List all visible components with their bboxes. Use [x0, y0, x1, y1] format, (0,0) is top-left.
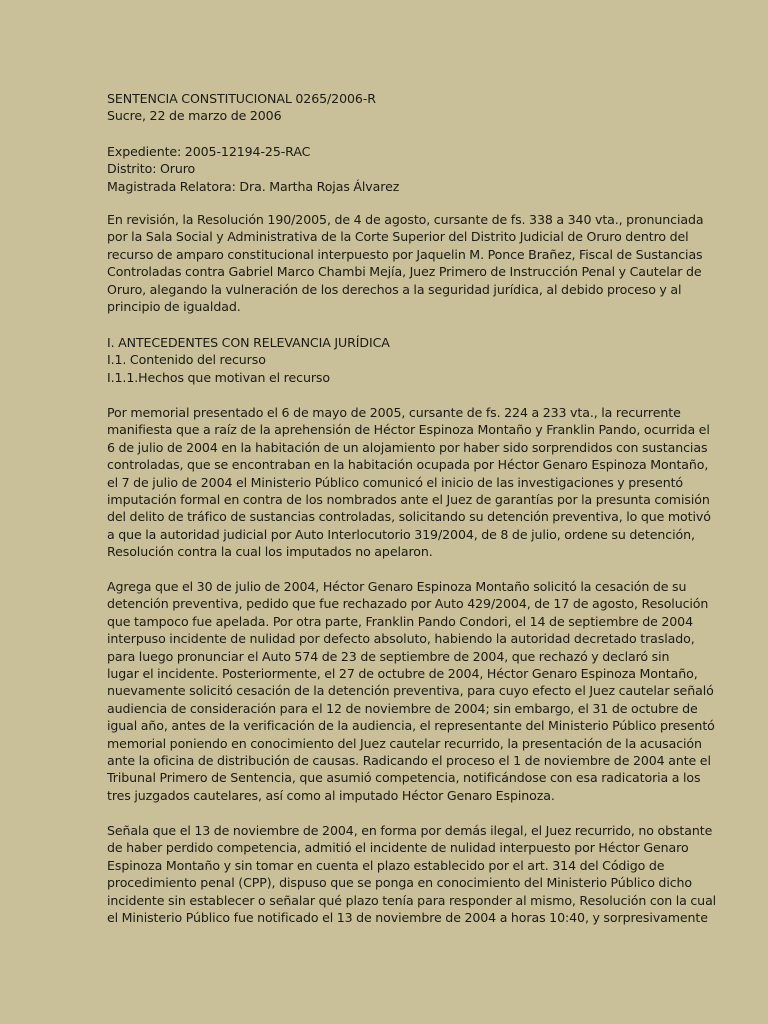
case-distrito: Distrito: Oruro [107, 161, 196, 177]
paragraph-line: imputación formal en contra de los nombrados ante el Juez de garantías por la presunta comisión [107, 492, 710, 508]
intro-line: por la Sala Social y Administrativa de la Corte Superior del Distrito Judicial de Oruro dentro del [107, 229, 689, 245]
document-date: Sucre, 22 de marzo de 2006 [107, 108, 282, 124]
paragraph-line: Resolución contra la cual los imputados no apelaron. [107, 544, 433, 560]
paragraph-line: tres juzgados cautelares, así como al imputado Héctor Genaro Espinoza. [107, 787, 555, 803]
paragraph-3 [107, 822, 717, 926]
paragraph-line: ante la oficina de distribución de causas. Radicando el proceso el 1 de noviembre de 2004 ante el [107, 753, 711, 769]
intro-line: recurso de amparo constitucional interpuesto por Jaquelin M. Ponce Brañez, Fiscal de Sustancias [107, 246, 703, 262]
paragraph-line: Espinoza Montaño y sin tomar en cuenta el plazo establecido por el art. 314 del Código de [107, 857, 665, 873]
paragraph-line: para luego pronunciar el Auto 574 de 23 de septiembre de 2004, que rechazó y declaró sin [107, 648, 670, 664]
subsection-heading: I.1. Contenido del recurso [107, 352, 266, 368]
case-expediente: Expediente: 2005-12194-25-RAC [107, 144, 311, 159]
subsubsection-heading: I.1.1.Hechos que motivan el recurso [107, 369, 330, 385]
paragraph-line: incidente sin establecer o señalar qué plazo tenía para responder al mismo, Resolución con la cual [107, 892, 717, 908]
paragraph-line: procedimiento penal (CPP), dispuso que se ponga en conocimiento del Ministerio Público dicho [107, 875, 693, 891]
paragraph-2 [107, 578, 715, 804]
intro-line: Controladas contra Gabriel Marco Chambi Mejía, Juez Primero de Instrucción Penal y Cautelar de [107, 264, 702, 280]
paragraph-line: que tampoco fue apelada. Por otra parte, Franklin Pando Condori, el 14 de septiembre de 2004 [107, 613, 693, 629]
paragraph-line: a que la autoridad judicial por Auto Interlocutorio 319/2004, de 8 de julio, ordene su detención, [107, 526, 695, 542]
paragraph-line: de haber perdido competencia, admitió el incidente de nulidad interpuesto por Héctor Genaro [107, 840, 689, 856]
paragraph-line: 6 de julio de 2004 en la habitación de un alojamiento por haber sido sorprendidos con sustancias [107, 439, 708, 455]
paragraph-line: controladas, que se encontraban en la habitación ocupada por Héctor Genaro Espinoza Montaño, [107, 457, 709, 473]
case-metadata [107, 143, 660, 195]
paragraph-line: interpuso incidente de nulidad por defecto absoluto, habiendo la autoridad decretado traslado, [107, 631, 695, 647]
paragraph-line: Por memorial presentado el 6 de mayo de 2005, cursante de fs. 224 a 233 vta., la recurrente [107, 405, 681, 420]
intro-line: principio de igualdad. [107, 299, 241, 315]
paragraph-line: el Ministerio Público fue notificado el 13 de noviembre de 2004 a horas 10:40, y sorpresivamente [107, 910, 708, 926]
document-title: SENTENCIA CONSTITUCIONAL 0265/2006-R [107, 91, 376, 106]
paragraph-line: audiencia de consideración para el 12 de noviembre de 2004; sin embargo, el 31 de octubre de [107, 700, 698, 716]
paragraph-line: Tribunal Primero de Sentencia, que asumió competencia, notificándose con esa radicatoria a los [107, 770, 701, 786]
section-headings [107, 334, 660, 386]
paragraph-line: Señala que el 13 de noviembre de 2004, en forma por demás ilegal, el Juez recurrido, no obstante [107, 823, 713, 838]
intro-line: Oruro, alegando la vulneración de los derechos a la seguridad jurídica, al debido proceso y al [107, 281, 682, 297]
paragraph-line: manifiesta que a raíz de la aprehensión de Héctor Espinoza Montaño y Franklin Pando, ocurrida el [107, 422, 710, 438]
paragraph-line: detención preventiva, pedido que fue rechazado por Auto 429/2004, de 17 de agosto, Resolución [107, 596, 709, 612]
intro-line: En revisión, la Resolución 190/2005, de 4 de agosto, cursante de fs. 338 a 340 vta., pronunciada [107, 212, 704, 227]
paragraph-line: memorial poniendo en conocimiento del Juez cautelar recurrido, la presentación de la acusación [107, 735, 702, 751]
case-magistrada: Magistrada Relatora: Dra. Martha Rojas Álvarez [107, 178, 400, 194]
document-header [107, 90, 660, 125]
paragraph-line: Agrega que el 30 de julio de 2004, Héctor Genaro Espinoza Montaño solicitó la cesación de su [107, 579, 687, 594]
intro-paragraph [107, 211, 704, 315]
paragraph-line: lugar el incidente. Posteriormente, el 27 de octubre de 2004, Héctor Genaro Espinoza Montaño, [107, 666, 698, 682]
paragraph-1 [107, 404, 711, 561]
paragraph-line: del delito de tráfico de sustancias controladas, solicitando su detención preventiva, lo que motivó [107, 509, 711, 525]
section-heading: I. ANTECEDENTES CON RELEVANCIA JURÍDICA [107, 335, 390, 350]
paragraph-line: igual año, antes de la verificación de la audiencia, el representante del Ministerio Público presentó [107, 718, 715, 734]
paragraph-line: el 7 de julio de 2004 el Ministerio Público comunicó el inicio de las investigaciones y presentó [107, 474, 684, 490]
paragraph-line: nuevamente solicitó cesación de la detención preventiva, para cuyo efecto el Juez cautelar señaló [107, 683, 714, 699]
